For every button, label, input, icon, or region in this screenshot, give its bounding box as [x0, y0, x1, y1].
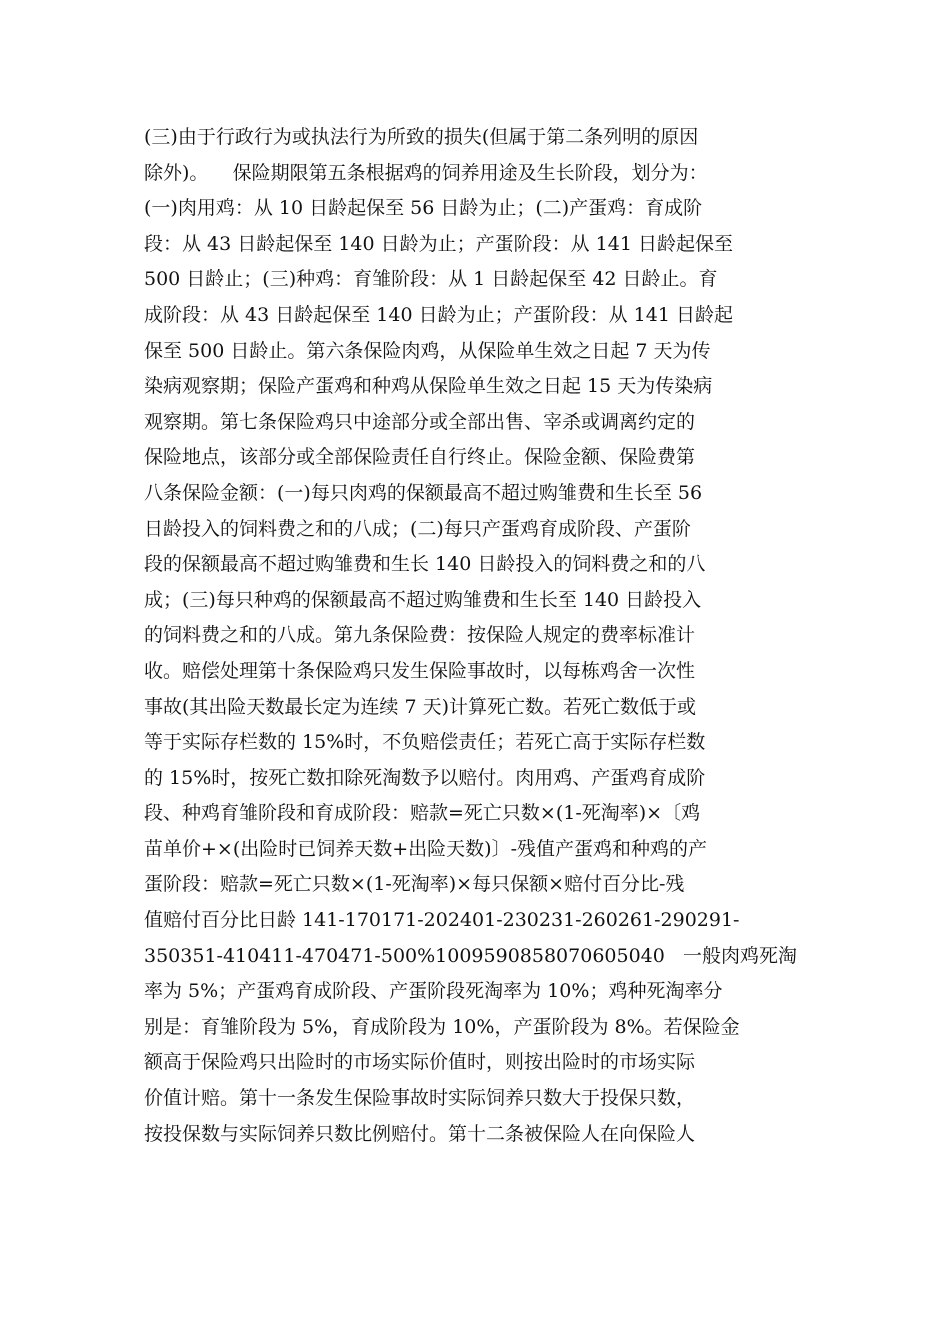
text-line: 成阶段：从 43 日龄起保至 140 日龄为止；产蛋阶段：从 141 日龄起	[144, 303, 733, 326]
text-line: 的饲料费之和的八成。第九条保险费：按保险人规定的费率标准计	[144, 624, 696, 647]
text-line: 观察期。第七条保险鸡只中途部分或全部出售、宰杀或调离约定的	[144, 410, 696, 433]
text-line: 日龄投入的饲料费之和的八成；(二)每只产蛋鸡育成阶段、产蛋阶	[144, 517, 691, 540]
text-line: 收。赔偿处理第十条保险鸡只发生保险事故时，以每栋鸡舍一次性	[144, 659, 696, 682]
text-line: 额高于保险鸡只出险时的市场实际价值时，则按出险时的市场实际	[144, 1051, 696, 1074]
document-body	[144, 120, 809, 1152]
text-line: 350351-410411-470471-500%1009590858070605040 一般肉鸡死淘	[144, 944, 797, 967]
text-line: 苗单价+×(出险时已饲养天数+出险天数)〕-残值产蛋鸡和种鸡的产	[144, 837, 708, 860]
text-line: 价值计赔。第十一条发生保险事故时实际饲养只数大于投保只数，	[144, 1087, 696, 1110]
text-line: 成；(三)每只种鸡的保额最高不超过购雏费和生长至 140 日龄投入	[144, 588, 702, 611]
text-line: 八条保险金额：(一)每只肉鸡的保额最高不超过购雏费和生长至 56	[144, 481, 703, 504]
text-line: 段、种鸡育雏阶段和育成阶段：赔款=死亡只数×(1-死淘率)×〔鸡	[144, 802, 701, 825]
text-line: 染病观察期；保险产蛋鸡和种鸡从保险单生效之日起 15 天为传染病	[144, 375, 713, 398]
text-line: 保至 500 日龄止。第六条保险肉鸡，从保险单生效之日起 7 天为传	[144, 339, 711, 362]
text-line: 段：从 43 日龄起保至 140 日龄为止；产蛋阶段：从 141 日龄起保至	[144, 232, 733, 255]
text-line: 蛋阶段：赔款=死亡只数×(1-死淘率)×每只保额×赔付百分比-残	[144, 873, 685, 896]
text-line: 500 日龄止；(三)种鸡：育雏阶段：从 1 日龄起保至 42 日龄止。育	[144, 268, 718, 291]
text-line: (一)肉用鸡：从 10 日龄起保至 56 日龄为止；(二)产蛋鸡：育成阶	[144, 197, 703, 220]
text-line: 除外)。 保险期限第五条根据鸡的饲养用途及生长阶段，划分为：	[144, 161, 708, 184]
text-line: 值赔付百分比日龄 141-170171-202401-230231-260261-290291-	[144, 909, 740, 932]
text-line: 段的保额最高不超过购雏费和生长 140 日龄投入的饲料费之和的八	[144, 553, 706, 576]
text-line: (三)由于行政行为或执法行为所致的损失(但属于第二条列明的原因	[144, 126, 699, 148]
text-line: 率为 5%；产蛋鸡育成阶段、产蛋阶段死淘率为 10%；鸡种死淘率分	[144, 980, 723, 1003]
text-line: 事故(其出险天数最长定为连续 7 天)计算死亡数。若死亡数低于或	[144, 695, 696, 718]
text-line: 保险地点，该部分或全部保险责任自行终止。保险金额、保险费第	[144, 446, 696, 469]
text-line: 的 15%时，按死亡数扣除死淘数予以赔付。肉用鸡、产蛋鸡育成阶	[144, 766, 706, 789]
text-line: 按投保数与实际饲养只数比例赔付。第十二条被保险人在向保险人	[144, 1122, 696, 1145]
text-line: 等于实际存栏数的 15%时，不负赔偿责任；若死亡高于实际存栏数	[144, 731, 706, 754]
text-line: 别是：育雏阶段为 5%，育成阶段为 10%，产蛋阶段为 8%。若保险金	[144, 1015, 740, 1038]
